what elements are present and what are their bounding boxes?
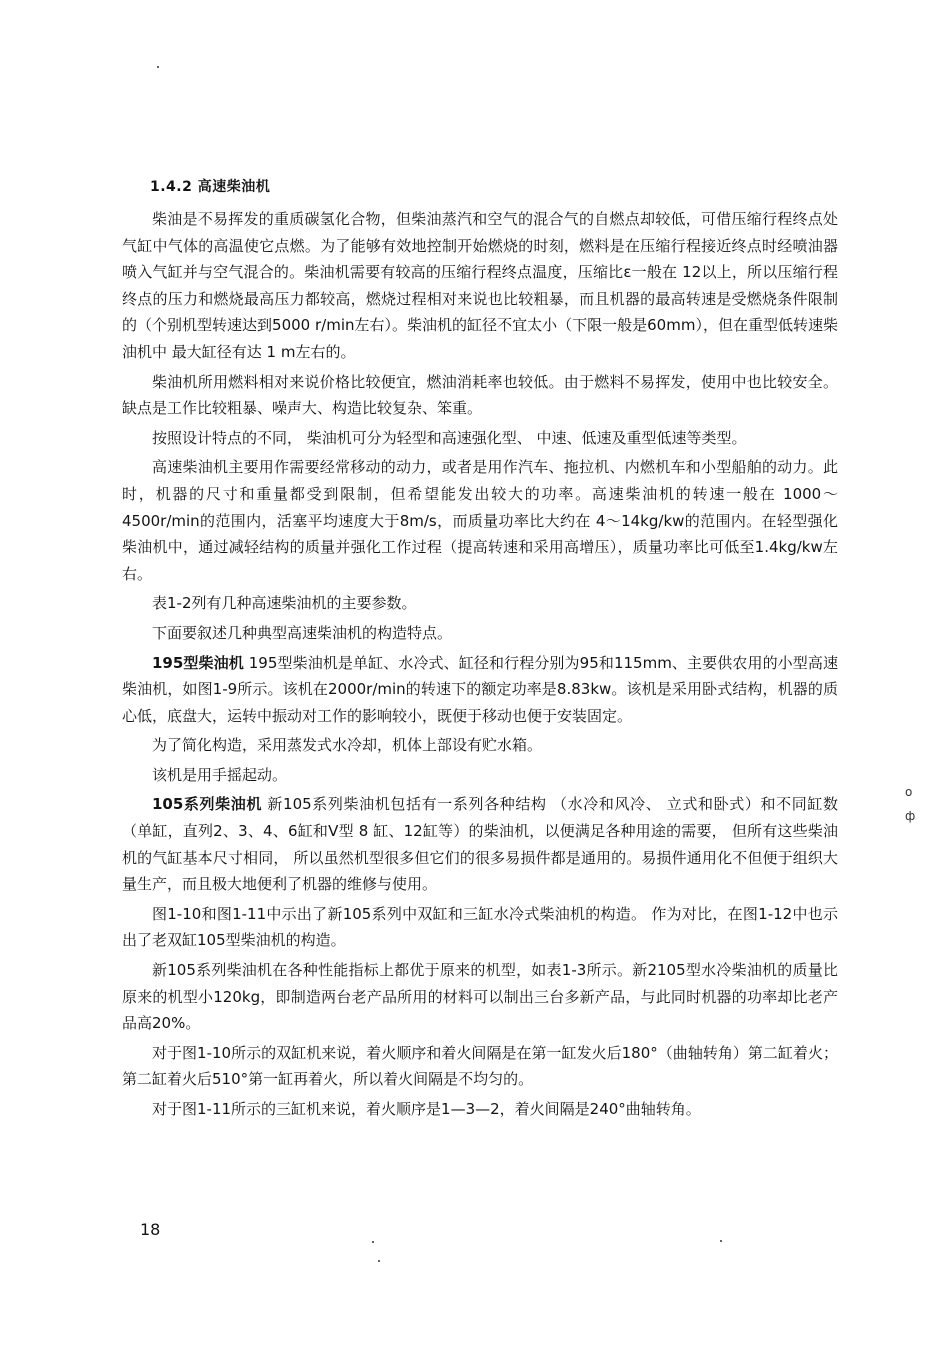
paragraph	[122, 732, 838, 759]
paragraph-text: 柴油机所用燃料相对来说价格比较便宜，燃油消耗率也较低。由于燃料不易挥发，使用中也比较安全。缺点是工作比较粗暴、噪声大、构造比较复杂、笨重。	[122, 372, 838, 418]
paragraph-text: 表1-2列有几种高速柴油机的主要参数。	[152, 594, 417, 613]
scan-speck	[157, 66, 159, 68]
body-text	[122, 206, 838, 1126]
paragraph	[122, 590, 838, 617]
paragraph	[122, 454, 838, 587]
paragraph-lead: 105系列柴油机	[152, 795, 263, 814]
margin-mark	[905, 780, 915, 828]
paragraph	[122, 425, 838, 452]
paragraph	[122, 957, 838, 1037]
paragraph	[122, 650, 838, 730]
paragraph-text: 柴油是不易挥发的重质碳氢化合物，但柴油蒸汽和空气的混合气的自燃点却较低，可借压缩行程终点处气缸中气体的高温使它点燃。为了能够有效地控制开始燃烧的时刻，燃料是在压缩行程接近终点时经喷油器喷入气缸并与空气混合的。柴油机需要有较高的压缩行程终点温度，压缩比ε一般在 12以上，所以压缩行程终点的压力和燃烧最高压力都较高，燃烧过程相对来说也比较粗暴，而且机器的最高转速是受燃烧条件限制的（个别机型转速达到5000 r/min左右）。柴油机的缸径不宜太小（下限一般是60mm），但在重型低转速柴油机中 最大缸径有达 1 m左右的。	[122, 210, 838, 361]
paragraph-text: 该机是用手摇起动。	[152, 765, 288, 784]
margin-mark-glyph: о	[905, 785, 913, 799]
paragraph	[122, 791, 838, 897]
paragraph	[122, 762, 838, 789]
paragraph	[122, 620, 838, 647]
paragraph-text: 高速柴油机主要用作需要经常移动的动力，或者是用作汽车、拖拉机、内燃机车和小型船舶的动力。此时，机器的尺寸和重量都受到限制，但希望能发出较大的功率。高速柴油机的转速一般在 1000～4500r/min的范围内，活塞平均速度大于8m/s，而质量功率比大约在 4～14kg/kw的范围内。在轻型强化柴油机中，通过减轻结构的质量并强化工作过程（提高转速和采用高增压），质量功率比可低至1.4kg/kw左右。	[122, 458, 838, 583]
paragraph	[122, 1040, 838, 1093]
paragraph-text: 按照设计特点的不同， 柴油机可分为轻型和高速强化型、 中速、低速及重型低速等类型。	[152, 428, 747, 447]
margin-mark-glyph: ф	[905, 809, 916, 823]
paragraph-text: 对于图1-11所示的三缸机来说，着火顺序是1—3—2，着火间隔是240°曲轴转角。	[152, 1100, 701, 1118]
paragraph	[122, 1096, 838, 1123]
scan-speck	[378, 1260, 380, 1262]
paragraph-text: 195型柴油机是单缸、水冷式、缸径和行程分别为95和115mm、主要供农用的小型高速柴油机，如图1-9所示。该机在2000r/min的转速下的额定功率是8.83kw。该机是采用卧式结构，机器的质心低，底盘大，运转中振动对工作的影响较小，既便于移动也便于安装固定。	[122, 653, 839, 725]
page-number: 18	[140, 1220, 161, 1239]
paragraph	[122, 901, 838, 954]
section-heading: 1.4.2 高速柴油机	[150, 179, 271, 195]
scan-speck	[372, 1241, 374, 1243]
paragraph	[122, 206, 838, 366]
scan-speck	[720, 1240, 722, 1242]
paragraph	[122, 369, 838, 422]
paragraph-text: 图1-10和图1-11中示出了新105系列中双缸和三缸水冷式柴油机的构造。 作为对比，在图1-12中也示出了老双缸105型柴油机的构造。	[122, 904, 838, 950]
paragraph-lead: 195型柴油机	[152, 653, 244, 672]
paragraph-text: 为了简化构造，采用蒸发式水冷却，机体上部设有贮水箱。	[152, 736, 543, 755]
paragraph-text: 新105系列柴油机在各种性能指标上都优于原来的机型，如表1-3所示。新2105型水冷柴油机的质量比原来的机型小120kg，即制造两台老产品所用的材料可以制出三台多新产品，与此同时机器的功率却比老产品高20%。	[122, 961, 838, 1033]
paragraph-text: 下面要叙述几种典型高速柴油机的构造特点。	[152, 623, 453, 642]
paragraph-text: 新105系列柴油机包括有一系列各种结构 （水冷和风冷、 立式和卧式）和不同缸数（单缸，直列2、3、4、6缸和V型 8 缸、12缸等）的柴油机，以便满足各种用途的需要， 但所有这些柴油机的气缸基本尺寸相同， 所以虽然机型很多但它们的很多易损件都是通用的。易损件通用化不但便于组织大量生产，而且极大地便利了机器的维修与使用。	[122, 795, 838, 894]
paragraph-text: 对于图1-10所示的双缸机来说，着火顺序和着火间隔是在第一缸发火后180°（曲轴转角）第二缸着火；第二缸着火后510°第一缸再着火，所以着火间隔是不均匀的。	[122, 1043, 838, 1089]
